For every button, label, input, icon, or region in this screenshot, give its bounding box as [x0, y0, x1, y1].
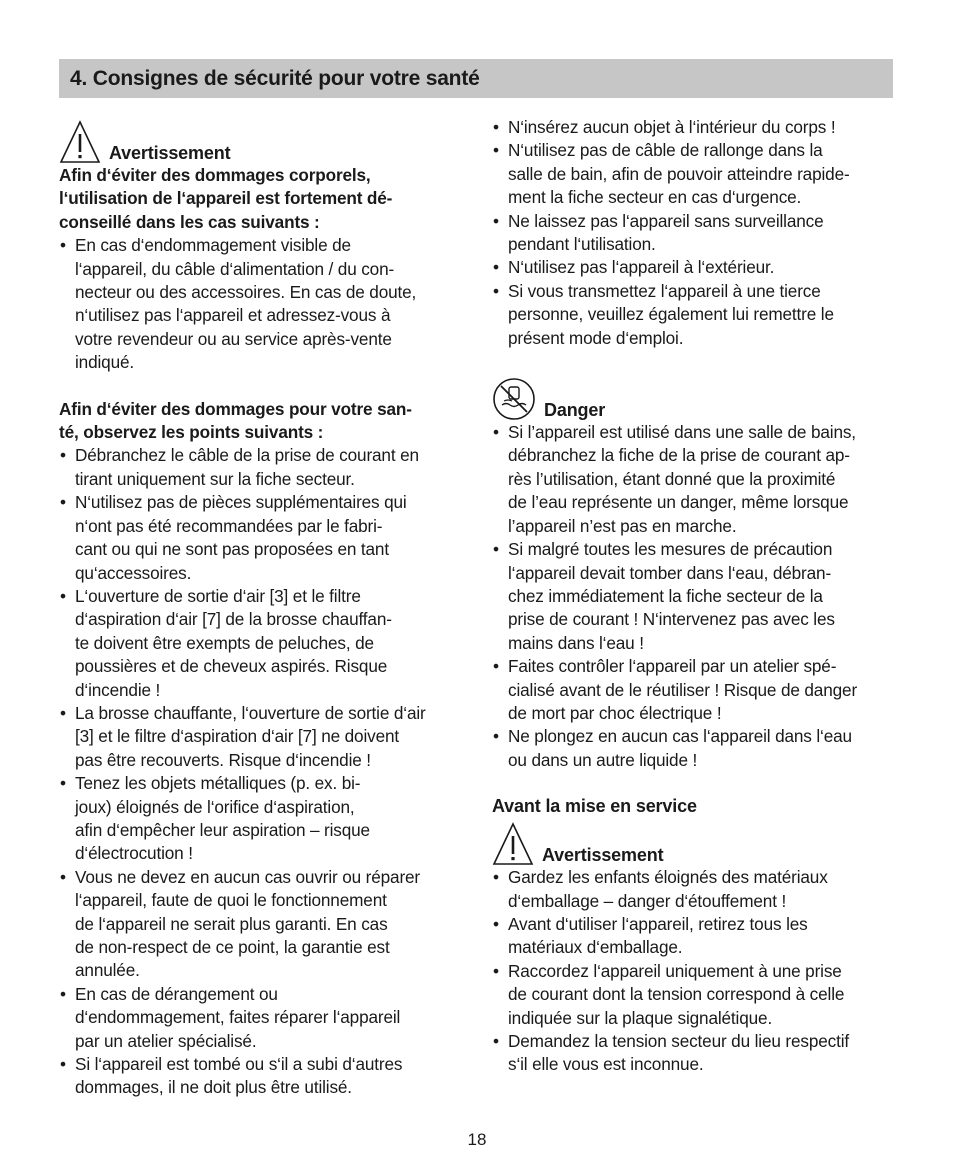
list-item [492, 1030, 902, 1077]
text-line: d‘endommagement, faites réparer l‘appareil [75, 1007, 401, 1028]
text-line: de courant dont la tension correspond à celle [508, 984, 845, 1005]
right-column [492, 116, 902, 1077]
warning-triangle-icon [492, 822, 534, 866]
text-line: l‘appareil, du câble d‘alimentation / du con- [75, 258, 395, 279]
list-item [59, 772, 463, 866]
list-item [59, 702, 463, 772]
text-line: Afin d‘éviter des dommages pour votre san- [59, 398, 412, 419]
list-item [59, 234, 463, 374]
text-line: • N‘insérez aucun objet à l‘intérieur du corps ! [508, 117, 836, 137]
text-line: • Vous ne devez en aucun cas ouvrir ou réparer [75, 866, 421, 887]
list-item [492, 210, 902, 257]
text-line: personne, veuillez également lui remettre le [508, 304, 834, 325]
list-item [59, 444, 463, 491]
warning-heading [492, 818, 902, 866]
text-line: qu‘accessoires. [75, 562, 192, 583]
text-line: • Tenez les objets métalliques (p. ex. bi- [75, 773, 361, 794]
text-line: d‘électrocution ! [75, 843, 193, 864]
list-item [492, 960, 902, 1030]
page-title: 4. Consignes de sécurité pour votre santé [70, 67, 480, 90]
text-line: [3] et le filtre d‘aspiration d‘air [7] ne doivent [75, 726, 400, 747]
intro-paragraph [59, 164, 463, 234]
text-line: pendant l‘utilisation. [508, 234, 656, 255]
text-line: rès l’utilisation, étant donné que la proximité [508, 468, 836, 489]
text-line: indiqué. [75, 352, 135, 373]
text-line: de mort par choc électrique ! [508, 702, 722, 723]
text-line: annulée. [75, 960, 140, 981]
text-line: • Débranchez le câble de la prise de courant en [75, 445, 419, 466]
list-item [492, 725, 902, 772]
warning-triangle-icon [59, 120, 101, 164]
text-line: conseillé dans les cas suivants : [59, 211, 320, 232]
text-line: n‘utilisez pas l‘appareil et adressez-vous à [75, 305, 391, 326]
text-line: • Si l‘appareil est tombé ou s‘il a subi d‘autres [75, 1054, 403, 1075]
text-line: de non-respect de ce point, la garantie est [75, 937, 390, 957]
text-line: • En cas de dérangement ou [75, 983, 278, 1004]
warning-label: Avertissement [109, 143, 231, 163]
danger-heading [492, 373, 902, 421]
text-line: d‘incendie ! [75, 679, 161, 700]
left-column [59, 116, 463, 1100]
no-water-danger-icon [492, 377, 536, 421]
text-line: • Demandez la tension secteur du lieu respectif [508, 1031, 850, 1051]
text-line: l‘appareil, faute de quoi le fonctionnement [75, 890, 387, 911]
danger-label: Danger [544, 400, 606, 421]
list-item [59, 866, 463, 983]
list-item [59, 983, 463, 1053]
text-line: débranchez la fiche de la prise de courant ap- [508, 445, 850, 466]
list-item [492, 139, 902, 209]
text-line: l‘utilisation de l‘appareil est fortement dé- [59, 188, 393, 209]
intro-paragraph [59, 398, 463, 445]
text-line: joux) éloignés de l‘orifice d‘aspiration, [75, 796, 355, 817]
text-line: chez immédiatement la fiche secteur de la [508, 585, 823, 606]
text-line: dommages, il ne doit plus être utilisé. [75, 1077, 352, 1098]
text-line: • Ne laissez pas l‘appareil sans surveillance [508, 210, 824, 231]
list-item [492, 866, 902, 913]
text-line: necteur ou des accessoires. En cas de doute, [75, 282, 417, 303]
text-line: • Raccordez l‘appareil uniquement à une prise [508, 960, 842, 981]
text-line: • Si vous transmettez l‘appareil à une tierce [508, 280, 821, 301]
list-item [492, 116, 902, 139]
text-line: Afin d‘éviter des dommages corporels, [59, 165, 371, 185]
text-line: de l‘appareil ne serait plus garanti. En cas [75, 913, 388, 934]
text-line: s‘il elle vous est inconnue. [508, 1054, 704, 1075]
text-line: n‘ont pas été recommandées par le fabri- [75, 515, 383, 536]
text-line: ment la fiche secteur en cas d‘urgence. [508, 187, 802, 208]
text-line: poussières et de cheveux aspirés. Risque [75, 656, 388, 677]
text-line: matériaux d‘emballage. [508, 937, 683, 958]
section-title: Avant la mise en service [492, 796, 697, 817]
warning-heading [59, 116, 463, 164]
text-line: • La brosse chauffante, l‘ouverture de sortie d‘air [75, 702, 426, 723]
text-line: • N‘utilisez pas l‘appareil à l‘extérieur. [508, 257, 775, 278]
list-item [59, 585, 463, 702]
bullet-list [59, 444, 463, 1099]
text-line: présent mode d‘emploi. [508, 327, 684, 348]
text-line: • N‘utilisez pas de câble de rallonge dans la [508, 140, 823, 161]
text-line: cant ou qui ne sont pas proposées en tant [75, 539, 389, 560]
text-line: • Faites contrôler l‘appareil par un atelier spé- [508, 656, 837, 677]
text-line: • Avant d‘utiliser l‘appareil, retirez tous les [508, 913, 808, 934]
text-line: té, observez les points suivants : [59, 422, 324, 443]
bullet-list [492, 421, 902, 772]
section-header [59, 59, 893, 98]
text-line: • N‘utilisez pas de pièces supplémentaires qui [75, 492, 407, 513]
page-number: 18 [467, 1130, 487, 1149]
text-line: • L‘ouverture de sortie d‘air [3] et le filtre [75, 585, 361, 606]
text-line: cialisé avant de le réutiliser ! Risque de danger [508, 679, 858, 700]
text-line: l‘appareil devait tomber dans l‘eau, débran- [508, 562, 832, 583]
text-line: • Ne plongez en aucun cas l‘appareil dans l‘eau [508, 726, 852, 747]
text-line: d‘aspiration d‘air [7] de la brosse chauffan- [75, 609, 392, 630]
text-line: • Si l’appareil est utilisé dans une salle de bains, [508, 422, 856, 443]
text-line: pas être recouverts. Risque d‘incendie ! [75, 749, 371, 770]
text-line: par un atelier spécialisé. [75, 1030, 257, 1051]
text-line: te doivent être exempts de peluches, de [75, 632, 374, 653]
text-line: indiquée sur la plaque signalétique. [508, 1007, 773, 1028]
list-item [492, 538, 902, 655]
bullet-list [492, 866, 902, 1077]
bullet-list [59, 234, 463, 374]
list-item [59, 1053, 463, 1100]
text-line: d‘emballage – danger d‘étouffement ! [508, 890, 787, 911]
text-line: l’appareil n’est pas en marche. [508, 515, 737, 536]
text-line: afin d‘empêcher leur aspiration – risque [75, 819, 370, 840]
text-line: • Gardez les enfants éloignés des matériaux [508, 867, 828, 888]
list-item [492, 655, 902, 725]
text-line: prise de courant ! N‘intervenez pas avec les [508, 609, 835, 630]
text-line: • Si malgré toutes les mesures de précaution [508, 539, 833, 560]
list-item [492, 421, 902, 538]
text-line: salle de bain, afin de pouvoir atteindre rapide- [508, 163, 850, 184]
text-line: tirant uniquement sur la fiche secteur. [75, 468, 355, 489]
list-item [59, 491, 463, 585]
list-item [492, 256, 902, 279]
list-item [492, 280, 902, 350]
list-item [492, 913, 902, 960]
bullet-list [492, 116, 902, 350]
text-line: ou dans un autre liquide ! [508, 749, 698, 770]
text-line: • En cas d‘endommagement visible de [75, 235, 351, 256]
text-line: votre revendeur ou au service après-vente [75, 328, 392, 349]
warning-label: Avertissement [542, 845, 664, 866]
text-line: de l’eau représente un danger, même lorsque [508, 492, 849, 513]
text-line: mains dans l‘eau ! [508, 632, 644, 653]
